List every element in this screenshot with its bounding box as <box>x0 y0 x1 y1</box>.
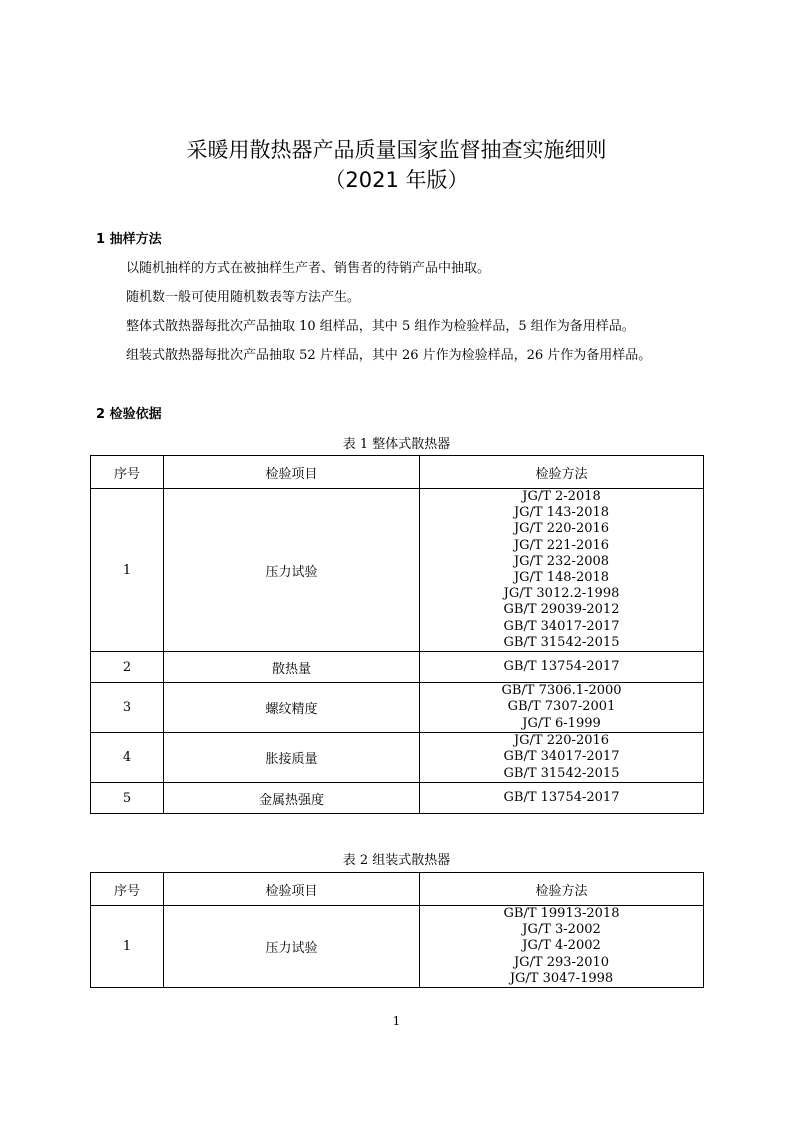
cell-item: 散热量 <box>164 652 420 683</box>
standard-code: GB/T 13754-2017 <box>503 658 620 674</box>
cell-methods <box>420 683 704 733</box>
standard-code: JG/T 2-2018 <box>522 489 601 504</box>
table-row <box>91 489 704 652</box>
document-edition: （2021 年版） <box>324 168 469 192</box>
cell-no: 2 <box>91 652 164 683</box>
standard-code: GB/T 19913-2018 <box>503 906 620 921</box>
header-item: 检验项目 <box>164 873 420 906</box>
table-row <box>91 733 704 783</box>
cell-no: 3 <box>91 683 164 733</box>
table-2 <box>90 872 704 988</box>
standard-code: JG/T 220-2016 <box>513 733 610 749</box>
cell-methods <box>420 489 704 652</box>
header-no: 序号 <box>91 456 164 489</box>
cell-item: 螺纹精度 <box>164 683 420 733</box>
standard-code: JG/T 4-2002 <box>522 938 601 954</box>
standard-code: JG/T 148-2018 <box>513 570 610 586</box>
header-no: 序号 <box>91 873 164 906</box>
cell-no: 4 <box>91 733 164 783</box>
cell-no: 5 <box>91 783 164 814</box>
table-1-caption: 表 1 整体式散热器 <box>342 437 451 452</box>
page-number: 1 <box>392 1014 401 1028</box>
standard-code: GB/T 34017-2017 <box>503 749 620 765</box>
paragraph: 组装式散热器每批次产品抽取 52 片样品，其中 26 片作为检验样品，26 片作为备用样品。 <box>126 348 652 363</box>
cell-no: 1 <box>91 906 164 988</box>
standard-code: JG/T 293-2010 <box>513 954 610 970</box>
standard-code: GB/T 31542-2015 <box>503 765 620 781</box>
standard-code: JG/T 232-2008 <box>513 553 610 569</box>
header-item: 检验项目 <box>164 456 420 489</box>
cell-item: 金属热强度 <box>164 783 420 814</box>
standard-code: JG/T 6-1999 <box>522 715 601 731</box>
header-method: 检验方法 <box>420 873 704 906</box>
cell-item: 压力试验 <box>164 489 420 652</box>
standard-code: GB/T 7306.1-2000 <box>501 683 622 699</box>
standard-code: GB/T 7307-2001 <box>507 699 616 715</box>
section-1-heading: 1 抽样方法 <box>96 232 162 247</box>
paragraph: 整体式散热器每批次产品抽取 10 组样品，其中 5 组作为检验样品，5 组作为备用样品。 <box>126 319 635 334</box>
standard-code: JG/T 3047-1998 <box>509 970 614 986</box>
cell-no: 1 <box>91 489 164 652</box>
cell-item: 压力试验 <box>164 906 420 988</box>
standard-code: JG/T 221-2016 <box>513 537 610 553</box>
table-header-row <box>91 456 704 489</box>
cell-methods <box>420 783 704 814</box>
standard-code: GB/T 31542-2015 <box>503 634 620 650</box>
section-2-heading: 2 检验依据 <box>96 407 162 422</box>
standard-code: JG/T 3012.2-1998 <box>503 586 620 602</box>
table-2-caption: 表 2 组装式散热器 <box>342 853 451 868</box>
table-1 <box>90 455 704 814</box>
standard-code: GB/T 34017-2017 <box>503 618 620 634</box>
table-row <box>91 652 704 683</box>
table-row <box>91 683 704 733</box>
header-method: 检验方法 <box>420 456 704 489</box>
cell-methods <box>420 652 704 683</box>
cell-item: 胀接质量 <box>164 733 420 783</box>
table-header-row <box>91 873 704 906</box>
cell-methods <box>420 906 704 988</box>
standard-code: GB/T 13754-2017 <box>503 789 620 805</box>
document-title: 采暖用散热器产品质量国家监督抽查实施细则 <box>186 138 607 162</box>
cell-methods <box>420 733 704 783</box>
paragraph: 随机数一般可使用随机数表等方法产生。 <box>126 290 361 305</box>
table-row <box>91 783 704 814</box>
table-row <box>91 906 704 988</box>
standard-code: JG/T 3-2002 <box>522 922 601 938</box>
standard-code: JG/T 143-2018 <box>513 505 610 521</box>
standard-code: JG/T 220-2016 <box>513 521 610 537</box>
paragraph: 以随机抽样的方式在被抽样生产者、销售者的待销产品中抽取。 <box>126 261 491 276</box>
standard-code: GB/T 29039-2012 <box>503 602 620 618</box>
